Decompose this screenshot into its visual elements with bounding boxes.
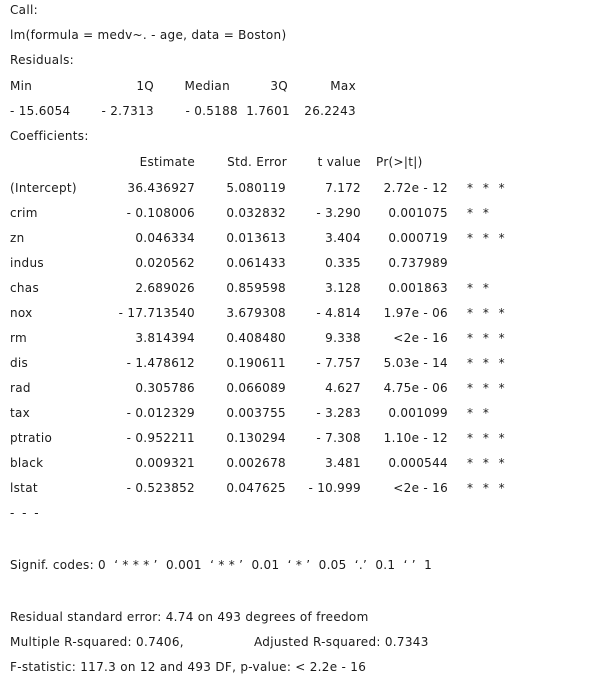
coef-name: lstat: [10, 481, 38, 495]
coef-std-error: 0.032832: [226, 206, 286, 220]
coef-name: chas: [10, 281, 40, 295]
coefficients-separator: - - -: [10, 506, 41, 520]
coef-estimate: 3.814394: [135, 331, 195, 345]
coef-std-error: 0.130294: [226, 431, 286, 445]
coef-estimate: - 0.952211: [126, 431, 195, 445]
coef-std-error: 0.859598: [226, 281, 286, 295]
coef-p-value: 1.97e - 06: [383, 306, 448, 320]
coef-estimate: - 0.012329: [126, 406, 195, 420]
coef-p-value: 4.75e - 06: [383, 381, 448, 395]
coef-std-error: 5.080119: [226, 181, 286, 195]
coef-t-value: 4.627: [325, 381, 361, 395]
residuals-value-median: - 0.5188: [185, 104, 238, 118]
coef-t-value: - 3.290: [316, 206, 361, 220]
coef-name: black: [10, 456, 44, 470]
residuals-value-max: 26.2243: [304, 104, 356, 118]
coef-estimate: - 17.713540: [118, 306, 195, 320]
coef-std-error: 0.066089: [226, 381, 286, 395]
residuals-header-3q: 3Q: [270, 79, 288, 93]
coef-stars: * * *: [467, 481, 508, 495]
coef-estimate: 0.020562: [135, 256, 195, 270]
coef-stars: * * *: [467, 431, 508, 445]
f-statistic: F-statistic: 117.3 on 12 and 493 DF, p-value: < 2.2e - 16: [10, 660, 367, 674]
residuals-header-min: Min: [10, 79, 33, 93]
coef-t-value: - 3.283: [316, 406, 361, 420]
coef-estimate: 0.305786: [135, 381, 195, 395]
residuals-header-1q: 1Q: [136, 79, 154, 93]
coef-p-value: <2e - 16: [393, 331, 448, 345]
coef-std-error: 0.190611: [226, 356, 286, 370]
coef-name: crim: [10, 206, 38, 220]
coef-name: indus: [10, 256, 44, 270]
coef-stars: * * *: [467, 356, 508, 370]
coef-std-error: 0.408480: [226, 331, 286, 345]
coef-header-estimate: Estimate: [139, 155, 195, 169]
coef-stars: * * *: [467, 381, 508, 395]
call-label: Call:: [10, 3, 38, 17]
coef-t-value: - 4.814: [316, 306, 361, 320]
residuals-header-max: Max: [330, 79, 356, 93]
coef-t-value: 0.335: [325, 256, 361, 270]
coef-estimate: 36.436927: [127, 181, 195, 195]
coef-estimate: 0.046334: [135, 231, 195, 245]
coef-p-value: 1.10e - 12: [383, 431, 448, 445]
residual-standard-error: Residual standard error: 4.74 on 493 degrees of freedom: [10, 610, 369, 624]
coef-t-value: - 10.999: [308, 481, 361, 495]
residuals-value-1q: - 2.7313: [101, 104, 154, 118]
call-formula: lm(formula = medv~. - age, data = Boston): [10, 28, 287, 42]
coef-estimate: 0.009321: [135, 456, 195, 470]
coef-p-value: 0.737989: [388, 256, 448, 270]
coef-stars: * *: [467, 406, 492, 420]
coef-stars: * * *: [467, 331, 508, 345]
coef-t-value: 3.481: [325, 456, 361, 470]
coef-p-value: 0.001075: [388, 206, 448, 220]
coef-std-error: 0.002678: [226, 456, 286, 470]
coef-t-value: - 7.757: [316, 356, 361, 370]
coef-stars: * * *: [467, 231, 508, 245]
coef-p-value: 0.001863: [388, 281, 448, 295]
coef-p-value: <2e - 16: [393, 481, 448, 495]
residuals-label: Residuals:: [10, 53, 74, 67]
coef-p-value: 2.72e - 12: [383, 181, 448, 195]
coef-name: (Intercept): [10, 181, 77, 195]
coef-name: dis: [10, 356, 29, 370]
coef-header-std-error: Std. Error: [227, 155, 287, 169]
coef-stars: * * *: [467, 456, 508, 470]
coef-stars: * * *: [467, 181, 508, 195]
coef-std-error: 3.679308: [226, 306, 286, 320]
coef-t-value: 7.172: [325, 181, 361, 195]
coef-t-value: 3.128: [325, 281, 361, 295]
coef-std-error: 0.003755: [226, 406, 286, 420]
coef-estimate: 2.689026: [135, 281, 195, 295]
coef-t-value: - 7.308: [316, 431, 361, 445]
coef-std-error: 0.047625: [226, 481, 286, 495]
coef-name: nox: [10, 306, 33, 320]
coef-t-value: 9.338: [325, 331, 361, 345]
coef-name: rad: [10, 381, 31, 395]
coef-header-t-value: t value: [317, 155, 361, 169]
signif-codes: Signif. codes: 0 ‘ * * * ’ 0.001 ‘ * * ’ 0.01 ‘ * ’ 0.05 ‘.’ 0.1 ‘ ’ 1: [10, 558, 433, 572]
coefficients-label: Coefficients:: [10, 129, 89, 143]
residuals-header-median: Median: [184, 79, 230, 93]
coef-p-value: 0.000719: [388, 231, 448, 245]
coef-p-value: 5.03e - 14: [383, 356, 448, 370]
coef-estimate: - 0.523852: [126, 481, 195, 495]
coef-estimate: - 0.108006: [126, 206, 195, 220]
coef-stars: * *: [467, 281, 492, 295]
coef-name: ptratio: [10, 431, 53, 445]
coef-stars: * *: [467, 206, 492, 220]
coef-p-value: 0.000544: [388, 456, 448, 470]
adjusted-r-squared: Adjusted R-squared: 0.7343: [254, 635, 429, 649]
coef-p-value: 0.001099: [388, 406, 448, 420]
coef-t-value: 3.404: [325, 231, 361, 245]
coef-header-p-value: Pr(>|t|): [376, 155, 423, 169]
coef-name: zn: [10, 231, 25, 245]
residuals-value-min: - 15.6054: [10, 104, 71, 118]
coef-name: tax: [10, 406, 31, 420]
coef-name: rm: [10, 331, 28, 345]
coef-estimate: - 1.478612: [126, 356, 195, 370]
coef-std-error: 0.061433: [226, 256, 286, 270]
coef-std-error: 0.013613: [226, 231, 286, 245]
residuals-value-3q: 1.7601: [246, 104, 290, 118]
coef-stars: * * *: [467, 306, 508, 320]
multiple-r-squared: Multiple R-squared: 0.7406,: [10, 635, 184, 649]
